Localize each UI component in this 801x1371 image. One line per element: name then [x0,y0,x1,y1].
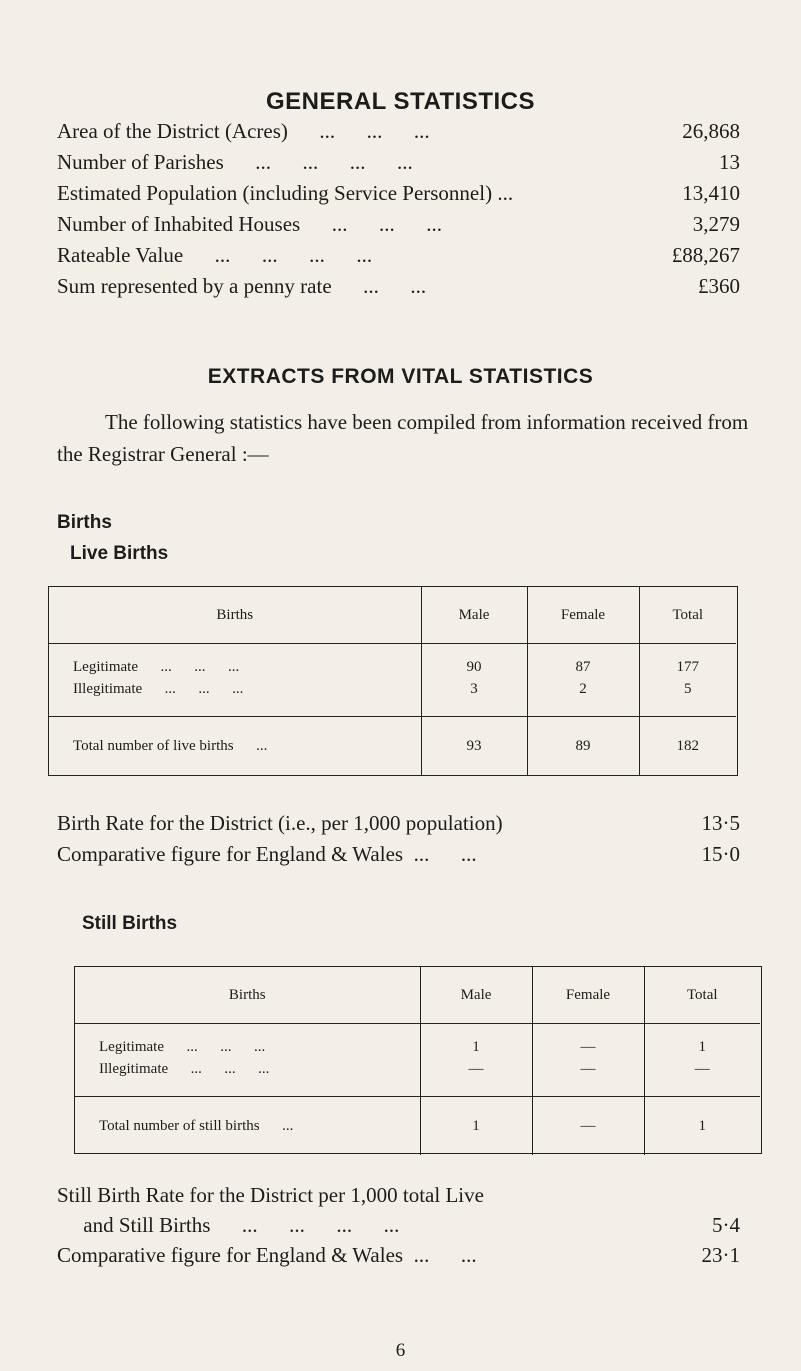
table-row [49,644,736,677]
stat-row-parishes [57,147,740,177]
still-births-heading: Still Births [82,913,178,934]
stat-row-area [57,116,740,146]
live-births-table [49,587,736,775]
col-header-total: Total [639,587,736,644]
cell-total: 1 [644,1097,760,1156]
still-birth-rate-row-2 [57,1210,740,1240]
table-total-row [75,1097,760,1156]
col-header-total: Total [644,967,760,1024]
cell-total: 177 [676,658,699,675]
col-header-female: Female [527,587,639,644]
row-label: Illegitimate ... ... ... [49,676,421,717]
row-label: Legitimate ... ... ... [75,1024,420,1057]
stat-label: Rateable Value ... ... ... ... [57,243,373,267]
cell-total: — [694,1060,710,1077]
stat-row-houses [57,209,740,239]
row-label: Total number of still births ... [75,1097,420,1156]
birth-rate-comparative-row [57,839,740,869]
rate-label: Comparative figure for England & Wales ... ... [57,842,477,866]
cell-female: — [532,1056,644,1097]
rate-value: 13·5 [701,811,740,835]
births-heading: Births [57,512,112,533]
rate-label: and Still Births ... ... ... ... [57,1213,400,1237]
live-births-heading: Live Births [70,543,169,564]
cell-male: 1 [420,1097,532,1156]
table-row [49,676,736,717]
cell-total: 5 [684,680,692,697]
stat-value: 13,410 [682,181,740,205]
cell-male: 3 [421,676,527,717]
page-number: 6 [395,1340,406,1361]
rate-value: 23·1 [701,1243,740,1267]
stat-value: £88,267 [671,243,740,267]
stat-value: 26,868 [682,119,740,143]
table-row [75,1056,760,1097]
cell-male: 90 [421,644,527,677]
cell-female: 2 [527,676,639,717]
cell-female: — [532,1024,644,1057]
still-birth-rate-row-1 [57,1180,740,1210]
cell-female: 87 [527,644,639,677]
cell-male: 1 [420,1024,532,1057]
stat-label: Estimated Population (including Service Personnel) ... [57,181,514,205]
table-total-row [49,717,736,776]
stat-label: Area of the District (Acres) ... ... ... [57,119,430,143]
cell-male: — [420,1056,532,1097]
stat-value: 3,279 [692,212,740,236]
table-row [75,1024,760,1057]
stat-value: £360 [698,274,740,298]
stat-label: Number of Inhabited Houses ... ... ... [57,212,442,236]
cell-male: 93 [421,717,527,776]
stat-label: Number of Parishes ... ... ... ... [57,150,413,174]
birth-rate-row [57,808,740,838]
cell-female: 89 [527,717,639,776]
still-births-table [75,967,760,1155]
stat-row-penny-rate [57,271,740,301]
stat-label: Sum represented by a penny rate ... ... [57,274,427,298]
general-statistics-title: GENERAL STATISTICS [265,88,535,115]
cell-female: — [532,1097,644,1156]
rate-value: 5·4 [712,1213,740,1237]
col-header-male: Male [420,967,532,1024]
col-header-births: Births [49,587,421,644]
rate-value: 15·0 [701,842,740,866]
vital-intro-paragraph: The following statistics have been compiled from information received from the Registrar General :— [57,410,749,466]
vital-statistics-title: EXTRACTS FROM VITAL STATISTICS [207,365,594,388]
cell-total: 182 [639,717,736,776]
stat-row-population [57,178,740,208]
col-header-male: Male [421,587,527,644]
stat-row-rateable-value [57,240,740,270]
still-birth-comparative-row [57,1240,740,1270]
row-label: Legitimate ... ... ... [49,644,421,677]
rate-label: Comparative figure for England & Wales ... ... [57,1243,477,1267]
cell-total: 1 [698,1038,706,1055]
col-header-births: Births [75,967,420,1024]
rate-label: Birth Rate for the District (i.e., per 1,000 population) [57,811,503,835]
row-label: Illegitimate ... ... ... [75,1056,420,1097]
rate-label: Still Birth Rate for the District per 1,000 total Live [57,1183,484,1207]
stat-value: 13 [719,150,740,174]
row-label: Total number of live births ... [49,717,421,776]
col-header-female: Female [532,967,644,1024]
